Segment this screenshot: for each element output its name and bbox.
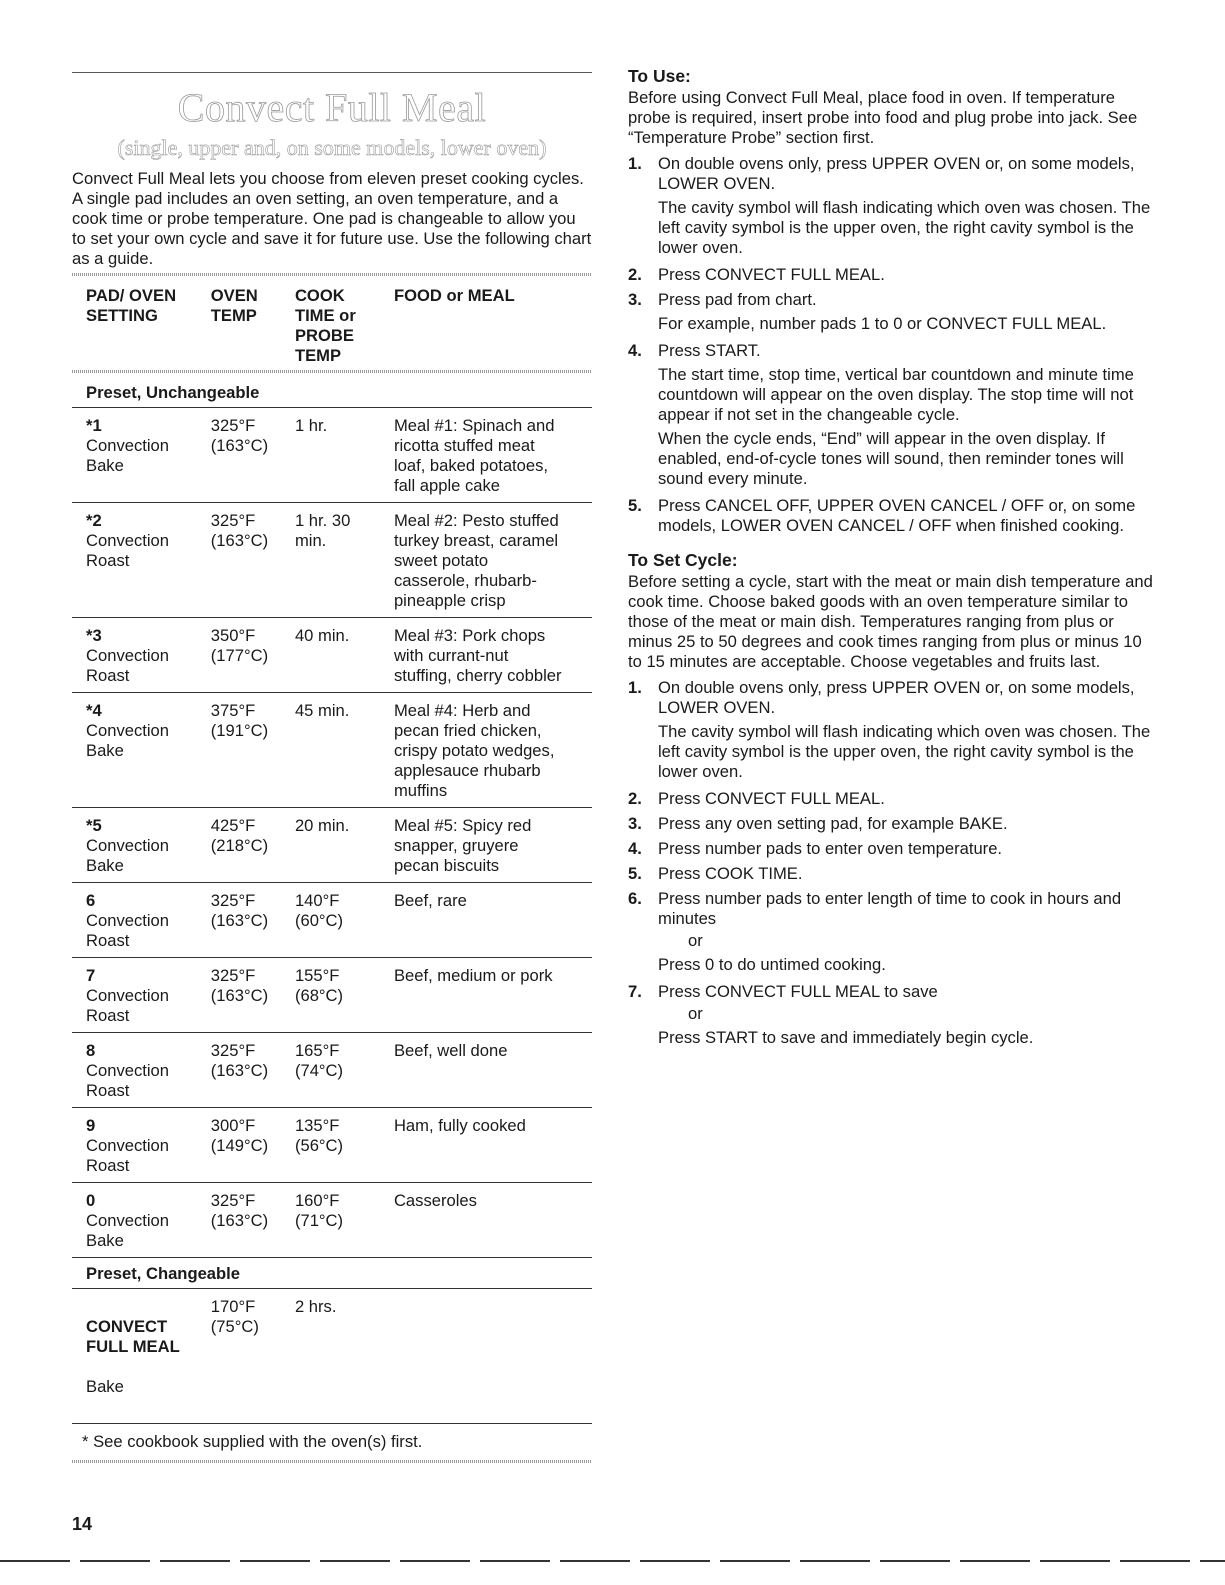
row-food: Meal #5: Spicy red snapper, gruyere pecan biscuits: [393, 816, 532, 875]
table-row: [72, 958, 592, 1032]
intro-paragraph: Convect Full Meal lets you choose from eleven preset cooking cycles. A single pad includes an oven setting, an oven temperature, and a cook time or probe temperature. One pad is changeable to allow you to set your own cycle and save it for future use. Use the following chart as a guide.: [72, 169, 592, 268]
step-item: [628, 864, 1153, 884]
step-number: 2.: [628, 265, 642, 284]
top-rule: [72, 72, 592, 73]
dotted-divider: [72, 1460, 592, 1463]
to-use-intro: Before using Convect Full Meal, place food in oven. If temperature probe is required, insert probe into food and plug probe into jack. See “Temperature Probe” section first.: [628, 88, 1138, 147]
row-time: 140°F (60°C): [294, 891, 344, 930]
to-set-heading: To Set Cycle:: [628, 550, 738, 570]
section-unchangeable: Preset, Unchangeable: [86, 383, 260, 402]
step-text: Press COOK TIME.: [658, 864, 803, 883]
table-row: [72, 883, 592, 957]
row-pad-setting: [86, 626, 211, 686]
to-set-intro: Before setting a cycle, start with the meat or main dish temperature and cook time. Choose baked goods with an oven temperature similar to those of the meat or main dish. Temperatures ranging from plus or minus 25 to 50 degrees and cook times ranging from plus or minus 10 to 15 minutes are acceptable. Choose vegetables and fruits last.: [628, 572, 1153, 671]
row-pad-setting: [86, 816, 211, 876]
table-row: [72, 408, 592, 502]
step-alternative: Press 0 to do untimed cooking.: [658, 955, 886, 974]
step-text: Press number pads to enter length of time to cook in hours and minutes: [658, 889, 1122, 928]
step-body: [658, 814, 1153, 834]
step-body: [658, 839, 1153, 859]
step-number: 7.: [628, 982, 642, 1001]
row-food: Meal #3: Pork chops with currant-nut stuffing, cherry cobbler: [393, 626, 562, 685]
page-subtitle: (single, upper and, on some models, lower oven): [117, 135, 547, 160]
row-pad: 6: [86, 891, 96, 910]
dotted-divider: [72, 273, 592, 276]
row-temp: 375°F (191°C): [210, 701, 269, 740]
row-setting: Convection Roast: [86, 646, 170, 685]
row-temp: 325°F (163°C): [210, 966, 269, 1005]
row-temp: 325°F (163°C): [210, 416, 269, 455]
to-use-heading: To Use:: [628, 66, 691, 86]
row-setting: Convection Bake: [86, 721, 170, 760]
row-pad: 0: [86, 1191, 96, 1210]
step-or: or: [688, 1004, 703, 1023]
step-number: 6.: [628, 889, 642, 908]
step-text: On double ovens only, press UPPER OVEN or, on some models, LOWER OVEN.: [658, 678, 1135, 717]
row-pad: *5: [86, 816, 102, 835]
table-row: [72, 693, 592, 807]
header-pad-setting: PAD/ OVEN SETTING: [86, 286, 177, 325]
row-food: Beef, medium or pork: [393, 966, 553, 985]
step-note: The cavity symbol will flash indicating which oven was chosen. The left cavity symbol is the upper oven, the right cavity symbol is the lower oven.: [658, 722, 1151, 781]
step-text: Press START.: [658, 341, 761, 360]
step-item: [628, 154, 1153, 260]
row-setting: Convection Roast: [86, 531, 170, 570]
step-note: When the cycle ends, “End” will appear in the oven display. If enabled, end-of-cycle tones will sound, then reminder tones will sound every minute.: [658, 429, 1124, 488]
row-pad: CONVECT FULL MEAL: [86, 1317, 180, 1356]
row-pad-setting: [86, 416, 211, 496]
row-temp: 325°F (163°C): [210, 511, 269, 550]
step-text: Press CONVECT FULL MEAL.: [658, 789, 885, 808]
step-item: [628, 678, 1153, 784]
step-number: 5.: [628, 864, 642, 883]
row-pad: 7: [86, 966, 96, 985]
row-pad-setting: [86, 1191, 211, 1251]
dotted-divider: [72, 370, 592, 373]
step-number: 1.: [628, 678, 642, 697]
bottom-border: [0, 1560, 1225, 1562]
step-item: [628, 341, 1153, 491]
row-time: 165°F (74°C): [294, 1041, 344, 1080]
row-time: 1 hr.: [294, 416, 328, 435]
to-set-steps: [628, 678, 1153, 1050]
step-body: [658, 982, 1153, 1050]
right-column: [628, 66, 1153, 1055]
row-pad-setting: [86, 1297, 211, 1417]
step-text: Press CONVECT FULL MEAL to save: [658, 982, 938, 1001]
row-food: Ham, fully cooked: [393, 1116, 526, 1135]
step-number: 3.: [628, 814, 642, 833]
footnote: * See cookbook supplied with the oven(s) first.: [82, 1432, 423, 1451]
step-text: Press CONVECT FULL MEAL.: [658, 265, 885, 284]
header-cook-time: COOK TIME or PROBE TEMP: [294, 286, 356, 365]
step-note: The cavity symbol will flash indicating which oven was chosen. The left cavity symbol is the upper oven, the right cavity symbol is the lower oven.: [658, 198, 1151, 257]
row-pad: 9: [86, 1116, 96, 1135]
row-pad-setting: [86, 511, 211, 611]
step-text: Press pad from chart.: [658, 290, 817, 309]
row-temp: 325°F (163°C): [210, 1191, 269, 1230]
row-setting: Convection Roast: [86, 986, 170, 1025]
table-header: [72, 280, 592, 366]
row-food: Beef, well done: [393, 1041, 508, 1060]
step-number: 1.: [628, 154, 642, 173]
row-food: Casseroles: [393, 1191, 477, 1210]
row-temp: 350°F (177°C): [210, 626, 269, 665]
step-item: [628, 814, 1153, 834]
row-temp: 325°F (163°C): [210, 891, 269, 930]
page-title: Convect Full Meal: [177, 85, 487, 130]
row-time: 40 min.: [294, 626, 350, 645]
table-row: [72, 1183, 592, 1257]
header-oven-temp: OVEN TEMP: [210, 286, 258, 325]
row-pad-setting: [86, 1041, 211, 1101]
row-time: 1 hr. 30 min.: [294, 511, 351, 550]
step-text: Press any oven setting pad, for example BAKE.: [658, 814, 1008, 833]
step-item: [628, 265, 1153, 285]
table-row: [72, 808, 592, 882]
row-temp: 170°F (75°C): [210, 1297, 259, 1336]
row-pad-setting: [86, 701, 211, 801]
step-body: [658, 341, 1153, 491]
row-temp: 300°F (149°C): [210, 1116, 269, 1155]
to-use-steps: [628, 154, 1153, 536]
row-setting: Convection Bake: [86, 836, 170, 875]
step-body: [658, 290, 1153, 336]
table-row: [72, 618, 592, 692]
step-text: Press number pads to enter oven temperature.: [658, 839, 1003, 858]
row-pad-setting: [86, 891, 211, 951]
row-pad: *1: [86, 416, 102, 435]
row-pad-setting: [86, 1116, 211, 1176]
row-food: [394, 1297, 592, 1417]
row-pad: *2: [86, 511, 102, 530]
row-pad-setting: [86, 966, 211, 1026]
step-item: [628, 839, 1153, 859]
row-time: 155°F (68°C): [294, 966, 344, 1005]
step-body: [658, 889, 1153, 977]
row-pad: *4: [86, 701, 102, 720]
row-setting: Convection Bake: [86, 1211, 170, 1250]
row-food: Beef, rare: [393, 891, 467, 910]
row-food: Meal #2: Pesto stuffed turkey breast, caramel sweet potato casserole, rhubarb- pineapple crisp: [393, 511, 559, 610]
row-time: 135°F (56°C): [294, 1116, 344, 1155]
row-setting: Convection Roast: [86, 1136, 170, 1175]
step-body: [658, 864, 1153, 884]
step-number: 4.: [628, 839, 642, 858]
row-food: Meal #1: Spinach and ricotta stuffed meat loaf, baked potatoes, fall apple cake: [393, 416, 555, 495]
step-number: 5.: [628, 496, 642, 515]
row-temp: 425°F (218°C): [210, 816, 269, 855]
header-food-meal: FOOD or MEAL: [393, 286, 515, 305]
row-setting: Convection Roast: [86, 1061, 170, 1100]
row-food: Meal #4: Herb and pecan fried chicken, crispy potato wedges, applesauce rhubarb muffins: [393, 701, 555, 800]
row-time: 45 min.: [294, 701, 350, 720]
table-body: [72, 407, 592, 1257]
table-row: [72, 503, 592, 617]
step-body: [658, 154, 1153, 260]
step-number: 3.: [628, 290, 642, 309]
table-row: [72, 1033, 592, 1107]
step-item: [628, 982, 1153, 1050]
step-or: or: [688, 931, 703, 950]
step-alternative: Press START to save and immediately begin cycle.: [658, 1028, 1034, 1047]
step-number: 4.: [628, 341, 642, 360]
row-time: 2 hrs.: [294, 1297, 337, 1316]
step-note: For example, number pads 1 to 0 or CONVECT FULL MEAL.: [658, 314, 1107, 333]
step-body: [658, 789, 1153, 809]
row-temp: 325°F (163°C): [210, 1041, 269, 1080]
row-setting: Convection Roast: [86, 911, 170, 950]
table-row: [72, 1108, 592, 1182]
step-item: [628, 789, 1153, 809]
table-row-changeable: [72, 1289, 592, 1423]
step-text: Press CANCEL OFF, UPPER OVEN CANCEL / OFF or, on some models, LOWER OVEN CANCEL / OFF when finished cooking.: [658, 496, 1136, 535]
step-body: [658, 678, 1153, 784]
row-pad: 8: [86, 1041, 96, 1060]
row-time: 20 min.: [294, 816, 350, 835]
row-time: 160°F (71°C): [294, 1191, 344, 1230]
page-number: 14: [72, 1514, 93, 1534]
step-item: [628, 290, 1153, 336]
step-note: The start time, stop time, vertical bar countdown and minute time countdown will appear on the oven display. The stop time will not appear if not set in the changeable cycle.: [658, 365, 1134, 424]
step-body: [658, 265, 1153, 285]
row-pad: *3: [86, 626, 102, 645]
row-setting: Convection Bake: [86, 436, 170, 475]
step-item: [628, 496, 1153, 536]
left-column: [72, 72, 592, 1467]
row-setting: Bake: [86, 1377, 124, 1396]
step-number: 2.: [628, 789, 642, 808]
step-text: On double ovens only, press UPPER OVEN or, on some models, LOWER OVEN.: [658, 154, 1135, 193]
step-body: [658, 496, 1153, 536]
step-item: [628, 889, 1153, 977]
section-changeable: Preset, Changeable: [86, 1264, 241, 1283]
